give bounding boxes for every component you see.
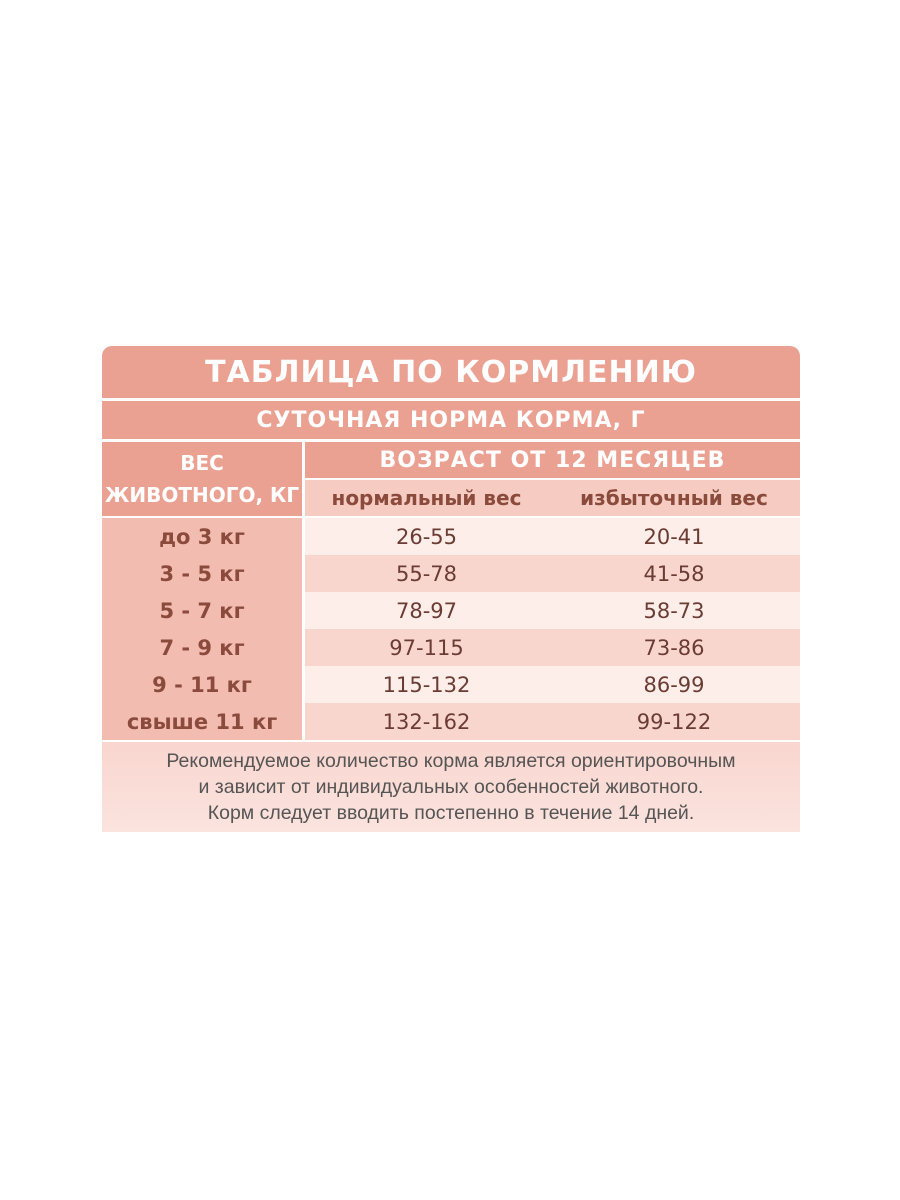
row-excess-value: 20-41	[643, 524, 705, 549]
column-header-normal-weight: нормальный вес	[305, 480, 548, 516]
row-excess-value: 86-99	[643, 672, 705, 697]
table-row	[102, 555, 800, 592]
row-excess-value: 58-73	[643, 598, 705, 623]
row-normal-value: 132-162	[382, 709, 471, 734]
note-line-3: Корм следует вводить постепенно в течение 14 дней.	[207, 802, 695, 824]
feeding-note	[102, 742, 800, 832]
table-row	[102, 666, 800, 703]
weight-column-header	[102, 442, 302, 516]
note-line-2: и зависит от индивидуальных особенностей животного.	[198, 776, 704, 798]
row-weight: 3 - 5 кг	[159, 561, 245, 586]
row-excess-value: 73-86	[643, 635, 705, 660]
table-row	[102, 629, 800, 666]
row-excess-value: 41-58	[643, 561, 705, 586]
row-normal-value: 115-132	[382, 672, 471, 697]
row-weight: 9 - 11 кг	[152, 672, 252, 697]
row-weight: до 3 кг	[159, 524, 245, 549]
table-row	[102, 518, 800, 555]
row-weight: свыше 11 кг	[126, 709, 278, 734]
note-line-1: Рекомендуемое количество корма является ориентировочным	[166, 750, 736, 772]
row-normal-value: 78-97	[395, 598, 458, 623]
row-normal-value: 26-55	[395, 524, 458, 549]
table-title: ТАБЛИЦА ПО КОРМЛЕНИЮ	[102, 346, 800, 398]
table-subtitle: СУТОЧНАЯ НОРМА КОРМА, Г	[102, 401, 800, 439]
row-normal-value: 55-78	[395, 561, 458, 586]
weight-header-line2: ЖИВОТНОГО, КГ	[104, 483, 300, 507]
age-header: ВОЗРАСТ ОТ 12 МЕСЯЦЕВ	[305, 442, 800, 478]
feeding-table-card	[102, 346, 800, 832]
weight-header-line1: ВЕС	[180, 451, 224, 475]
column-header-excess-weight: избыточный вес	[548, 480, 800, 516]
row-weight: 5 - 7 кг	[159, 598, 245, 623]
table-body	[102, 518, 800, 740]
table-row	[102, 703, 800, 740]
row-excess-value: 99-122	[636, 709, 712, 734]
row-normal-value: 97-115	[389, 635, 464, 660]
table-row	[102, 592, 800, 629]
row-weight: 7 - 9 кг	[159, 635, 245, 660]
